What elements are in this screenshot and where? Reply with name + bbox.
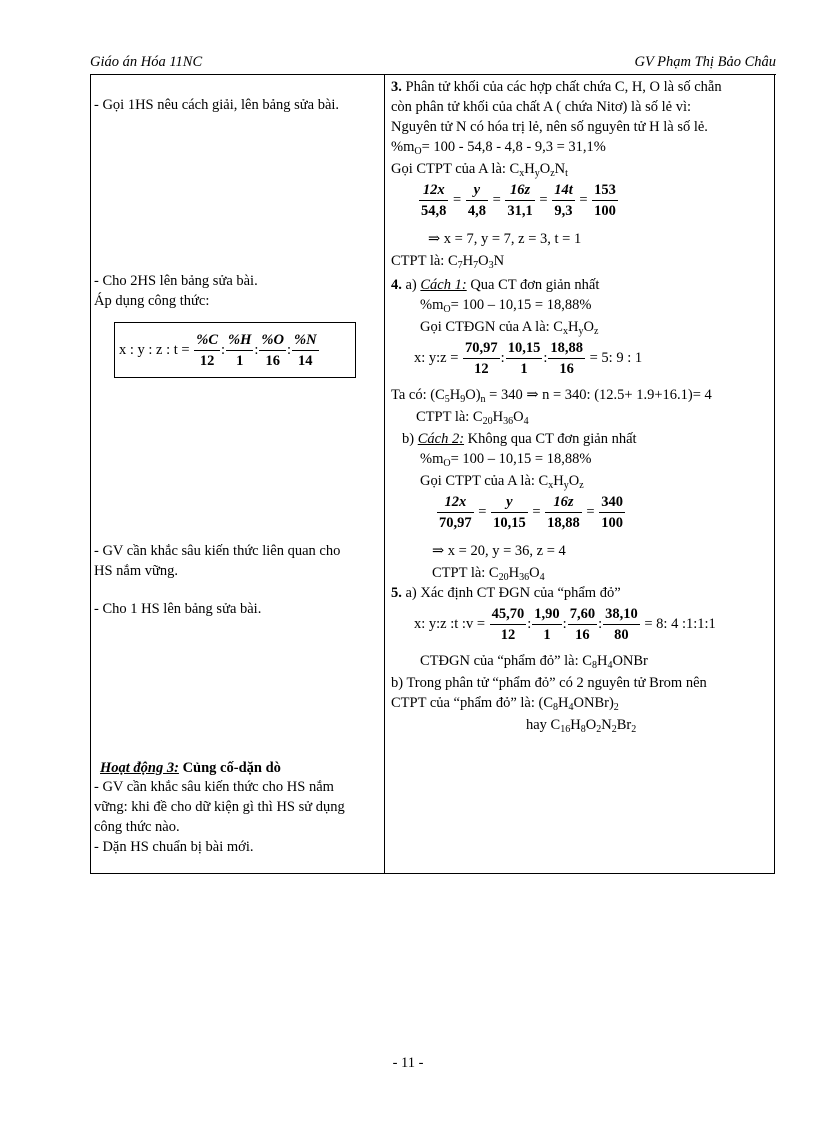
activity-3-heading: Hoạt động 3: Củng cố-dặn dò [100,760,281,776]
fraction: $\frac{\%C}{12}$ [196,332,218,370]
q4-line-h: $\%m_O= 100 - 10,15 = 18,88\%$ [420,451,592,469]
left-line-1: - Gọi 1HS nêu cách giải, lên bảng sửa bài. [94,97,340,113]
left-line-6a: - GV cần khắc sâu kiến thức cho HS nắm [94,779,334,795]
q4-line-c: Gọi CTĐGN của A là: $C_xH_yO_z$ [420,319,599,337]
q3-line-b: còn phân tử khối của chất A ( chứa Nitơ) là số lẻ vì: [391,99,692,115]
q3-line-c: Nguyên tử N có hóa trị lẻ, nên số nguyên tử H là số lẻ. [391,119,708,135]
q4-line-g: b) Cách 2: Không qua CT đơn giản nhất [402,431,637,447]
q3-fraction-equation: $\frac{12x}{54,8}$ = $\frac{y}{4,8}$ = $\frac{16z}{31,1}$ = $\frac{14t}{9,3}$ = $\frac{153}{100}$ [421,182,616,219]
q5-line-a: 5. a) Xác định CT ĐGN của “phẩm đỏ” [391,585,621,601]
q4-ctpt: CTPT là: $C_{20}H_{36}O_4$ [432,565,545,583]
q3-ctpt: CTPT là: $C_7H_7O_3N$ [391,253,505,271]
header-left: Giáo án Hóa 11NC [90,54,203,70]
q5-ratio-equation: x: y:z :t :v = $\frac{45,70}{12}$ : $\frac{1,90}{1}$ : $\frac{7,60}{16}$ : $\frac{38,10}{80}$ = 8: 4 :1:1:1 [414,606,716,643]
q5-line-f: hay $C_{16}H_8O_2N_2Br_2$ [526,717,637,735]
header-right: GV Phạm Thị Bảo Châu [634,54,776,70]
q3-line-a: 3. Phân tử khối của các hợp chất chứa C, H, O là số chẵn [391,79,722,95]
left-line-7: - Dặn HS chuẩn bị bài mới. [94,839,254,855]
q3-line-d: $\%m_O= 100 - 54,8 - 4,8 - 9,3 = 31,1\%$ [391,139,606,157]
column-divider [384,74,385,874]
q3-result: ⇒ x = 7, y = 7, z = 3, t = 1 [428,231,582,247]
q3-line-e: Gọi CTPT của A là: $C_xH_yO_zN_t$ [391,161,568,179]
formula-cxhyoznt: $_xH_yO_zN_t$ [519,161,568,179]
left-line-4a: - GV cần khắc sâu kiến thức liên quan cho [94,543,341,559]
formula-box: x : y : z : t = $\frac{\%C}{12}$ : $\frac{\%H}{1}$ : $\frac{\%O}{16}$ : $\frac{\%N}{14}$ [114,322,356,378]
q4-ratio-equation: x: y:z = $\frac{70,97}{12}$ : $\frac{10,15}{1}$ : $\frac{18,88}{16}$ = 5: 9 : 1 [414,340,643,377]
q4-line-e: Ta có: $(C_5H_9O)_n = 340$ ⇒ n = 340: (12.5+ 1.9+16.1)= 4 [391,387,712,405]
page-number: - 11 - [392,1055,424,1071]
q4-line-f: CTPT là: $C_{20}H_{36}O_4$ [416,409,529,427]
q5-line-e: CTPT của “phẩm đỏ” là: $(C_8H_4ONBr)_2$ [391,695,619,713]
left-line-2: - Cho 2HS lên bảng sửa bài. [94,273,258,289]
left-line-6b: vững: khi đề cho dữ kiện gì thì HS sử dụng [94,799,345,815]
q4-line-a: 4. a) Cách 1: Qua CT đơn giản nhất [391,277,600,293]
q5-line-d: b) Trong phân tử “phẩm đỏ” có 2 nguyên tử Brom nên [391,675,707,691]
fraction: $\frac{\%H}{1}$ [228,332,252,370]
formula-prefix: x : y : z : t = [119,342,190,358]
fraction: $\frac{\%N}{14}$ [294,332,317,370]
page-header [90,54,776,74]
left-line-3: Áp dụng công thức: [94,293,210,309]
q4-line-b: $\%m_O= 100 - 10,15 = 18,88\%$ [420,297,592,315]
q4-fraction-equation: $\frac{12x}{70,97}$ = $\frac{y}{10,15}$ = $\frac{16z}{18,88}$ = $\frac{340}{100}$ [439,494,623,531]
q4-line-i: Gọi CTPT của A là: $C_xH_yO_z$ [420,473,584,491]
q5-line-c: CTĐGN của “phẩm đỏ” là: $C_8H_4ONBr$ [420,653,648,671]
q4-result: ⇒ x = 20, y = 36, z = 4 [432,543,566,559]
fraction: $\frac{\%O}{16}$ [261,332,284,370]
left-line-5: - Cho 1 HS lên bảng sửa bài. [94,601,262,617]
left-line-4b: HS nắm vững. [94,563,178,579]
left-line-6c: công thức nào. [94,819,180,835]
